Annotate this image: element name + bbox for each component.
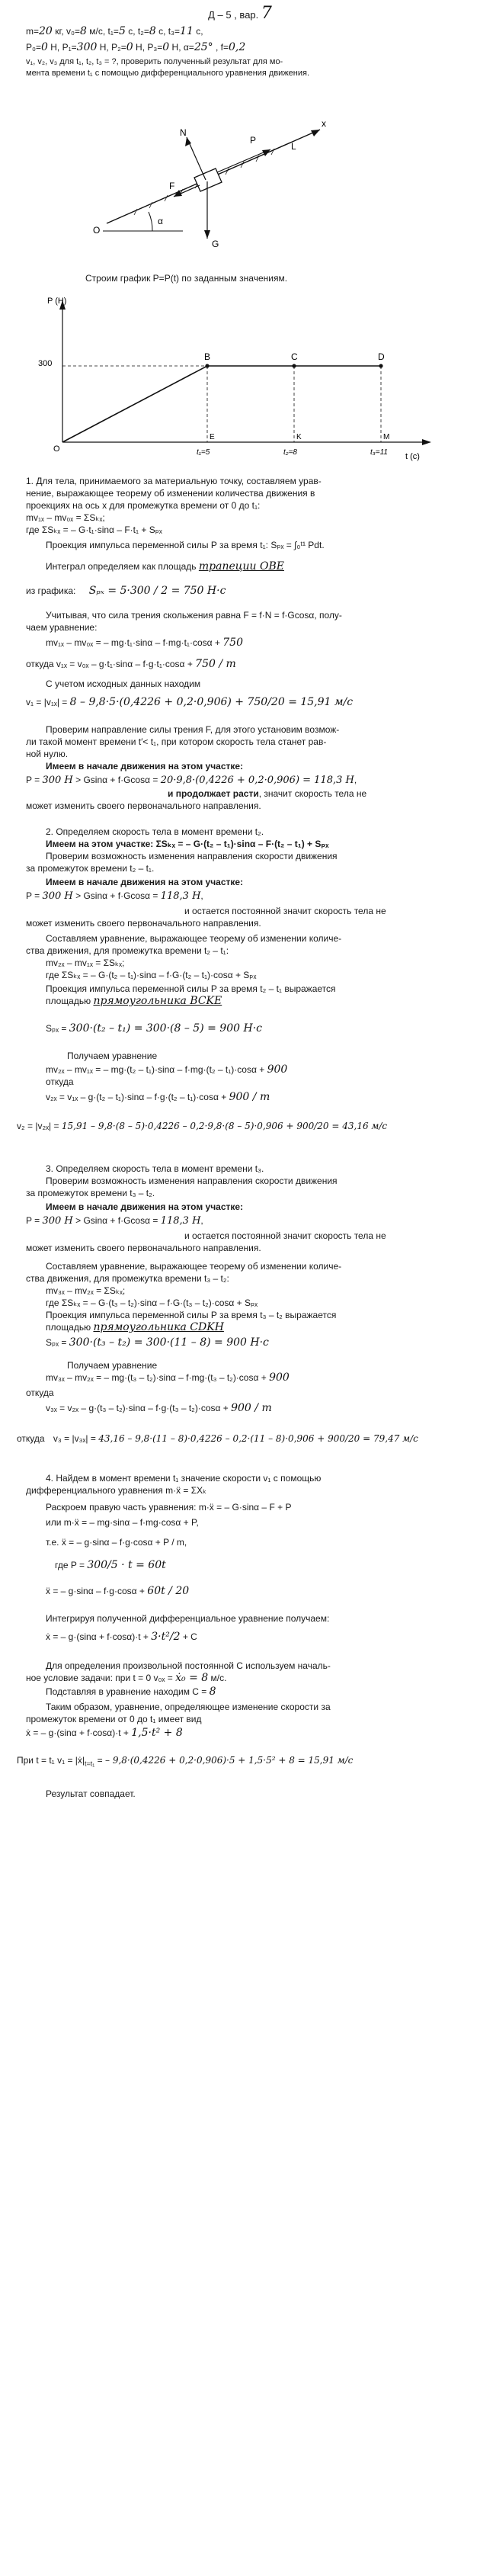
question-line-1: v₁, v₂, v₃ для t₁, t₂, t₃ = ?, проверить полученный результат для мо- — [26, 57, 283, 66]
s2-eq6: v₂ₓ = v₁ₓ – g·(t₂ – t₁)·sinα – f·g·(t₂ – t₁)·cosα + 900 / m — [46, 1091, 270, 1103]
s2-p8: Составляем уравнение, выражающее теорему об изменении количе- — [46, 933, 342, 944]
s2-eq1: P = 300 Н > Gsinα + f·Gcosα = 118,3 Н, — [26, 890, 203, 902]
givens-line-1: m=20 кг, v₀=8 м/с, t₁=5 с, t₂=8 с, t₃=11 с, — [26, 25, 203, 37]
chart-point-c — [292, 364, 296, 367]
s1-p5-area: трапеции OBE — [198, 560, 284, 573]
chart-point-label-d: D — [378, 351, 385, 362]
s4-p4: или m·ẍ = – mg·sinα – f·mg·cosα + P, — [46, 1517, 199, 1528]
s4-p8: Интегрируя полученной дифференциальное уравнение получаем: — [46, 1613, 330, 1624]
s2-eq2: mv₂ₓ – mv₁ₓ = ΣSₖₓ; — [46, 958, 125, 968]
s2-eq4: Sₚₓ = 300·(t₂ – t₁) = 300·(8 – 5) = 900 Н·с — [46, 1022, 262, 1035]
diagram-label-x: x — [322, 118, 326, 129]
s1-p6: из графика: Sₚₓ = 5·300 / 2 = 750 Н·с — [26, 585, 226, 597]
s3-p12: откуда — [26, 1387, 54, 1398]
s4-p17: Результат совпадает. — [46, 1788, 136, 1799]
s1-p10: Проверим направление силы трения F, для этого установим возмож- — [46, 724, 340, 735]
chart-y-tick: 300 — [38, 359, 53, 368]
page-header — [0, 4, 480, 23]
s3-p1: 3. Определяем скорость тела в момент времени t₃. — [46, 1163, 264, 1174]
question-line-2: мента времени t₁ с помощью дифференциального уравнения движения. — [26, 69, 310, 78]
s4-v1-check-result: – 9,8·(0,4226 + 0,2·0,906)·5 + 1,5·5² + 8 = 15,91 м/с — [105, 1755, 354, 1766]
s4-p7: ẍ = – g·sinα – f·g·cosα + 60t / 20 — [46, 1585, 190, 1597]
chart-point-d — [379, 364, 382, 367]
s2-v2-result: 15,91 – 9,8·(8 – 5)·0,4226 – 0,2·9,8·(8 – 5)·0,906 + 900/20 = 43,16 м/с — [61, 1121, 388, 1131]
s4-p11: ное условие задачи: при t = 0 v₀ₓ = ẋ₀ = 8 м/с. — [26, 1672, 227, 1684]
s4-p5: т.е. ẍ = – g·sinα – f·g·cosα + P / m, — [46, 1537, 187, 1548]
s3-p9: Проекция импульса переменной силы P за время t₃ – t₂ выражается — [46, 1310, 337, 1320]
given-v0: 8 — [80, 25, 87, 37]
s1-eq4: откуда v₁ₓ = v₀ₓ – g·t₁·sinα – f·g·t₁·cosα + 750 / m — [26, 658, 236, 670]
s2-p13: откуда — [46, 1076, 74, 1087]
p-t-chart — [0, 290, 480, 465]
given-p1: 300 — [76, 41, 98, 53]
s3-p2: Проверим возможность изменения направления скорости движения — [46, 1176, 338, 1186]
s4-p10: Для определения произвольной постоянной C используем началь- — [46, 1660, 331, 1671]
chart-x-tick-1: t₁=5 — [197, 448, 210, 457]
header-variant: 7 — [261, 4, 272, 23]
s2-eq7: v₂ = |v₂ₓ| = 15,91 – 9,8·(8 – 5)·0,4226 – 0,2·9,8·(8 – 5)·0,906 + 900/20 = 43,16 м/с — [17, 1121, 388, 1131]
chart-x-tick-2: t₂=8 — [283, 448, 297, 457]
s3-p6: может изменить своего первоначального направления. — [26, 1243, 261, 1253]
diagram-label-l: L — [291, 141, 296, 152]
given-p3: 0 — [162, 41, 170, 53]
givens-line-2: P₀=0 Н, P₁=300 Н, P₂=0 Н, P₃=0 Н, α=25° , f=0,2 — [26, 41, 246, 53]
s3-eq7: откуда v₃ = |v₃ₓ| = 43,16 – 9,8·(11 – 8)·0,4226 – 0,2·(11 – 8)·0,906 + 900/20 = 79,47 м/с — [17, 1433, 418, 1444]
chart-series-line — [62, 366, 381, 442]
given-f: 0,2 — [229, 41, 246, 53]
s2-p6: и остается постоянной значит скорость тела не — [184, 906, 386, 916]
s2-p5: Имеем в начале движения на этом участке: — [46, 877, 244, 887]
diagram-label-alpha: α — [158, 216, 163, 226]
s1-p15: может изменить своего первоначального направления. — [26, 800, 261, 811]
given-m: 20 — [39, 25, 53, 37]
s3-eq3: где ΣSₖₓ = – G·(t₃ – t₂)·sinα – f·G·(t₃ – t₂)·cosα + Sₚₓ — [46, 1298, 258, 1308]
s2-eq5: mv₂ₓ – mv₁ₓ = – mg·(t₂ – t₁)·sinα – f·mg·(t₂ – t₁)·cosα + 900 — [46, 1063, 288, 1076]
s1-p3: проекциях на ось x для промежутка времени от 0 до t₁: — [26, 500, 261, 511]
s1-p4: Проекция импульса переменной силы P за время t₁: Sₚₓ = ∫₀ᵗ¹ Pdt. — [46, 540, 325, 550]
s1-eq3: mv₁ₓ – mv₀ₓ = – mg·t₁·sinα – f·mg·t₁·cosα + 750 — [46, 637, 243, 649]
s1-eq5: v₁ = |v₁ₓ| = 8 – 9,8·5·(0,4226 + 0,2·0,906) + 750/20 = 15,91 м/с — [26, 696, 354, 708]
s4-p9: ẋ = – g·(sinα + f·cosα)·t + 3·t²/2 + C — [46, 1631, 197, 1643]
s3-eq4: Sₚₓ = 300·(t₃ – t₂) = 300·(11 – 8) = 900 Н·с — [46, 1336, 269, 1349]
incline-diagram — [0, 82, 480, 258]
s3-v3-result: 43,16 – 9,8·(11 – 8)·0,4226 – 0,2·(11 – 8)·0,906 + 900/20 = 79,47 м/с — [98, 1433, 418, 1444]
chart-point-label-c: C — [291, 351, 298, 362]
diagram-label-f: F — [169, 181, 175, 191]
given-t3: 11 — [180, 25, 194, 37]
s3-p3: за промежуток времени t₃ – t₂. — [26, 1188, 155, 1198]
diagram-label-o: O — [93, 225, 101, 236]
s1-eq2: где ΣSₖₓ = – G·t₁·sinα – F·t₁ + Sₚₓ — [26, 525, 162, 535]
given-p2: 0 — [126, 41, 133, 53]
chart-point-b — [205, 364, 209, 367]
s3-eq1: P = 300 Н > Gsinα + f·Gcosα = 118,3 Н, — [26, 1215, 203, 1227]
s4-p15: ẋ = – g·(sinα + f·cosα)·t + 1,5·t² + 8 — [26, 1727, 183, 1739]
chart-point-label-k: K — [296, 433, 302, 441]
s1-p7: Учитывая, что сила трения скольжения равна F = f·N = f·Gcosα, полу- — [46, 610, 342, 621]
s4-p14: промежуток времени от 0 до t₁ имеет вид — [26, 1714, 202, 1724]
s3-p8: ства движения, для промежутка времени t₃ – t₂: — [26, 1273, 229, 1284]
s2-p2: Имеем на этом участке: ΣSₖₓ = – G·(t₂ – t₁)·sinα – F·(t₂ – t₁) + Sₚₓ — [46, 839, 329, 849]
given-alpha: 25° — [194, 41, 213, 53]
s4-p6: где P = 300/5 · t = 60t — [55, 1559, 166, 1571]
s3-eq6: v₃ₓ = v₂ₓ – g·(t₃ – t₂)·sinα – f·g·(t₃ – t₂)·cosα + 900 / m — [46, 1402, 272, 1414]
s1-p11: ли такой момент времени t′< t₁, при котором скорость тела станет рав- — [26, 736, 327, 747]
s2-p7: может изменить своего первоначального направления. — [26, 918, 261, 929]
graph-intro: Строим график P=P(t) по заданным значениям. — [85, 273, 288, 284]
s2-p10: Проекция импульса переменной силы P за время t₂ – t₁ выражается — [46, 983, 336, 994]
s1-p14: и продолжает расти, значит скорость тела не — [168, 788, 367, 799]
s1-p9: С учетом исходных данных находим — [46, 678, 201, 689]
given-t1: 5 — [118, 25, 126, 37]
s3-p4: Имеем в начале движения на этом участке: — [46, 1201, 244, 1212]
s1-p1: 1. Для тела, принимаемого за материальную точку, составляем урав- — [26, 476, 322, 486]
s1-v1-result: 8 – 9,8·5·(0,4226 + 0,2·0,906) + 750/20 = 15,91 м/с — [69, 696, 354, 708]
header-title: Д – 5 , вар. — [208, 9, 259, 21]
s1-p12: ной нулю. — [26, 749, 69, 759]
s2-p1: 2. Определяем скорость тела в момент времени t₂. — [46, 826, 264, 837]
s2-p9: ства движения, для промежутка времени t₂ – t₁: — [26, 945, 229, 956]
chart-x-label: t (c) — [405, 452, 420, 461]
s3-p11: Получаем уравнение — [67, 1360, 158, 1371]
given-p0: 0 — [41, 41, 48, 53]
diagram-label-g: G — [212, 239, 219, 249]
s1-p2: нение, выражающее теорему об изменении количества движения в — [26, 488, 315, 499]
s3-p5: и остается постоянной значит скорость тела не — [184, 1230, 386, 1241]
s3-eq2: mv₃ₓ – mv₂ₓ = ΣSₖₓ; — [46, 1285, 126, 1296]
s1-eq6: P = 300 Н > Gsinα + f·Gcosα = 20·9,8·(0,4226 + 0,2·0,906) = 118,3 Н, — [26, 775, 357, 786]
s3-eq5: mv₃ₓ – mv₂ₓ = – mg·(t₃ – t₂)·sinα – f·mg·(t₃ – t₂)·cosα + 900 — [46, 1371, 290, 1384]
s2-p3: Проверим возможность изменения направления скорости движения — [46, 851, 338, 861]
chart-y-label: P (H) — [47, 297, 67, 306]
s2-p4: за промежуток времени t₂ – t₁. — [26, 863, 155, 874]
s1-p5: Интеграл определяем как площадь трапеции OBE — [46, 560, 284, 573]
chart-point-label-e: E — [210, 433, 215, 441]
s4-p16: При t = t₁ $v_1 = |ẋ|_{t=t_1}$ = – 9,8·(0,4226 + 0,2·0,906)·5 + 1,5·5² + 8 = 15,91 м/с — [17, 1755, 354, 1768]
s1-eq1: mv₁ₓ – mv₀ₓ = ΣSₖₓ; — [26, 512, 105, 523]
diagram-label-p: P — [250, 135, 257, 146]
diagram-label-n: N — [180, 127, 187, 138]
s3-p7: Составляем уравнение, выражающее теорему об изменении количе- — [46, 1261, 342, 1272]
chart-point-label-m: M — [383, 433, 390, 441]
chart-x-tick-3: t₃=11 — [370, 448, 388, 457]
s1-impulse-formula: Sₚₓ = 5·300 / 2 = 750 Н·с — [88, 585, 226, 597]
given-t2: 8 — [149, 25, 156, 37]
s4-p1: 4. Найдем в момент времени t₁ значение скорости v₁ с помощью — [46, 1473, 322, 1484]
s2-p11: площадью прямоугольника BCKE — [46, 995, 222, 1007]
chart-point-label-b: B — [204, 351, 211, 362]
s2-p12: Получаем уравнение — [67, 1051, 158, 1061]
s3-p10: площадью прямоугольника CDKH — [46, 1321, 224, 1333]
chart-origin-label: O — [53, 444, 60, 454]
s4-p2: дифференциального уравнения m·ẍ = ΣXₖ — [26, 1485, 207, 1496]
s2-eq3: где ΣSₖₓ = – G·(t₂ – t₁)·sinα – f·G·(t₂ – t₁)·cosα + Sₚₓ — [46, 970, 257, 980]
s4-p13: Таким образом, уравнение, определяющее изменение скорости за — [46, 1702, 331, 1712]
s1-p8: чаем уравнение: — [26, 622, 98, 633]
s4-p3: Раскроем правую часть уравнения: m·ẍ = – G·sinα – F + P — [46, 1502, 292, 1513]
s1-p13: Имеем в начале движения на этом участке: — [46, 761, 244, 772]
s4-p12: Подставляя в уравнение находим C = 8 — [46, 1686, 216, 1698]
